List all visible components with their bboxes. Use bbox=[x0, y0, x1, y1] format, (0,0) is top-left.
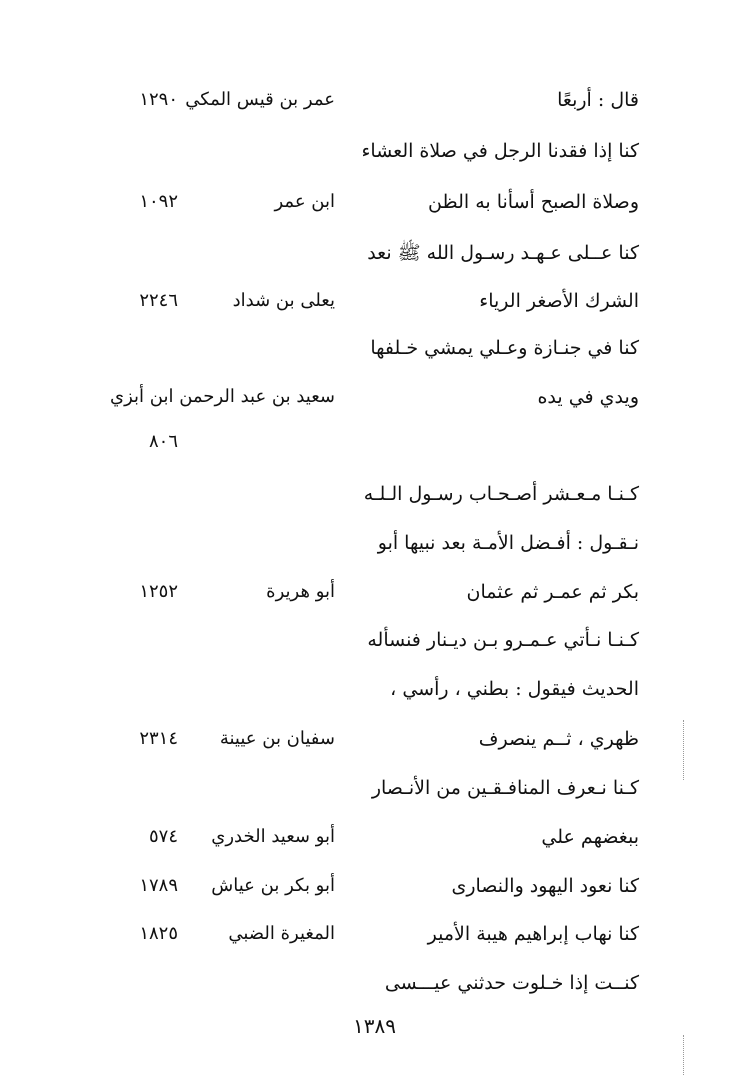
hadith-text: كـنـا نـأتي عـمـرو بـن ديـنار فنسأله bbox=[367, 629, 639, 651]
hadith-number: ١٧٨٩ bbox=[139, 875, 178, 896]
hadith-text: نـقـول : أفـضل الأمـة بعد نبيها أبو bbox=[377, 532, 639, 554]
hadith-text: ويدي في يده bbox=[537, 386, 639, 408]
narrator-name: أبو هريرة bbox=[266, 581, 335, 602]
hadith-number: ٢٣١٤ bbox=[139, 728, 178, 749]
narrator-name: أبو بكر بن عياش bbox=[211, 875, 335, 896]
hadith-text: الشرك الأصغر الرياء bbox=[479, 290, 639, 312]
hadith-text: بكر ثم عمـر ثم عثمان bbox=[466, 581, 639, 603]
hadith-text: قال : أربعًا bbox=[557, 89, 639, 111]
scan-margin-mark bbox=[683, 1035, 686, 1075]
narrator-name: سفيان بن عيينة bbox=[219, 728, 335, 749]
index-row bbox=[0, 233, 749, 273]
index-row bbox=[0, 281, 749, 321]
index-row bbox=[0, 866, 749, 906]
hadith-number: ١٨٢٥ bbox=[139, 923, 178, 944]
narrator-name: عمر بن قيس المكي bbox=[185, 89, 335, 110]
index-row bbox=[0, 620, 749, 660]
index-row bbox=[0, 572, 749, 612]
hadith-text: الحديث فيقول : بطني ، رأسي ، bbox=[390, 678, 639, 700]
hadith-text: كنا نعود اليهود والنصارى bbox=[451, 875, 639, 897]
hadith-number: ١٠٩٢ bbox=[139, 191, 178, 212]
index-row bbox=[0, 422, 749, 462]
hadith-text: كـنـا مـعـشر أصـحـاب رسـول الـلـه bbox=[363, 483, 639, 505]
index-row bbox=[0, 768, 749, 808]
hadith-text: كـنا نـعرف المنافـقـين من الأنـصار bbox=[371, 777, 639, 799]
index-row bbox=[0, 817, 749, 857]
index-row bbox=[0, 474, 749, 514]
hadith-number: ١٢٥٢ bbox=[139, 581, 178, 602]
hadith-text: كنا نهاب إبراهيم هيبة الأمير bbox=[427, 923, 639, 945]
narrator-name: أبو سعيد الخدري bbox=[211, 826, 335, 847]
page-number: ١٣٨٩ bbox=[353, 1014, 396, 1038]
hadith-number: ٨٠٦ bbox=[148, 431, 178, 452]
narrator-name: ابن عمر bbox=[274, 191, 335, 212]
hadith-text: ببغضهم علي bbox=[541, 826, 639, 848]
hadith-number: ٢٢٤٦ bbox=[139, 290, 178, 311]
index-row bbox=[0, 523, 749, 563]
hadith-text: وصلاة الصبح أسأنا به الظن bbox=[428, 191, 639, 213]
hadith-number: ٥٧٤ bbox=[148, 826, 178, 847]
hadith-text: كنا إذا فقدنا الرجل في صلاة العشاء bbox=[361, 140, 639, 162]
hadith-text: كنا عــلى عـهـد رسـول الله ﷺ نعد bbox=[367, 242, 639, 264]
hadith-text: كنا في جنـازة وعـلي يمشي خـلفها bbox=[370, 337, 639, 359]
scan-margin-mark bbox=[683, 720, 686, 780]
index-row bbox=[0, 377, 749, 417]
index-row bbox=[0, 669, 749, 709]
index-row bbox=[0, 182, 749, 222]
hadith-number: ١٢٩٠ bbox=[139, 89, 178, 110]
narrator-name: يعلى بن شداد bbox=[232, 290, 335, 311]
narrator-name: المغيرة الضبي bbox=[228, 923, 335, 944]
narrator-name: سعيد بن عبد الرحمن ابن أبزي bbox=[110, 386, 335, 407]
index-row bbox=[0, 328, 749, 368]
index-row bbox=[0, 131, 749, 171]
index-row bbox=[0, 719, 749, 759]
index-row bbox=[0, 914, 749, 954]
hadith-text: كنــت إذا خـلوت حدثني عيـــسى bbox=[384, 972, 639, 994]
index-row bbox=[0, 80, 749, 120]
hadith-text: ظهري ، ثــم ينصرف bbox=[478, 728, 639, 750]
index-row bbox=[0, 963, 749, 1003]
